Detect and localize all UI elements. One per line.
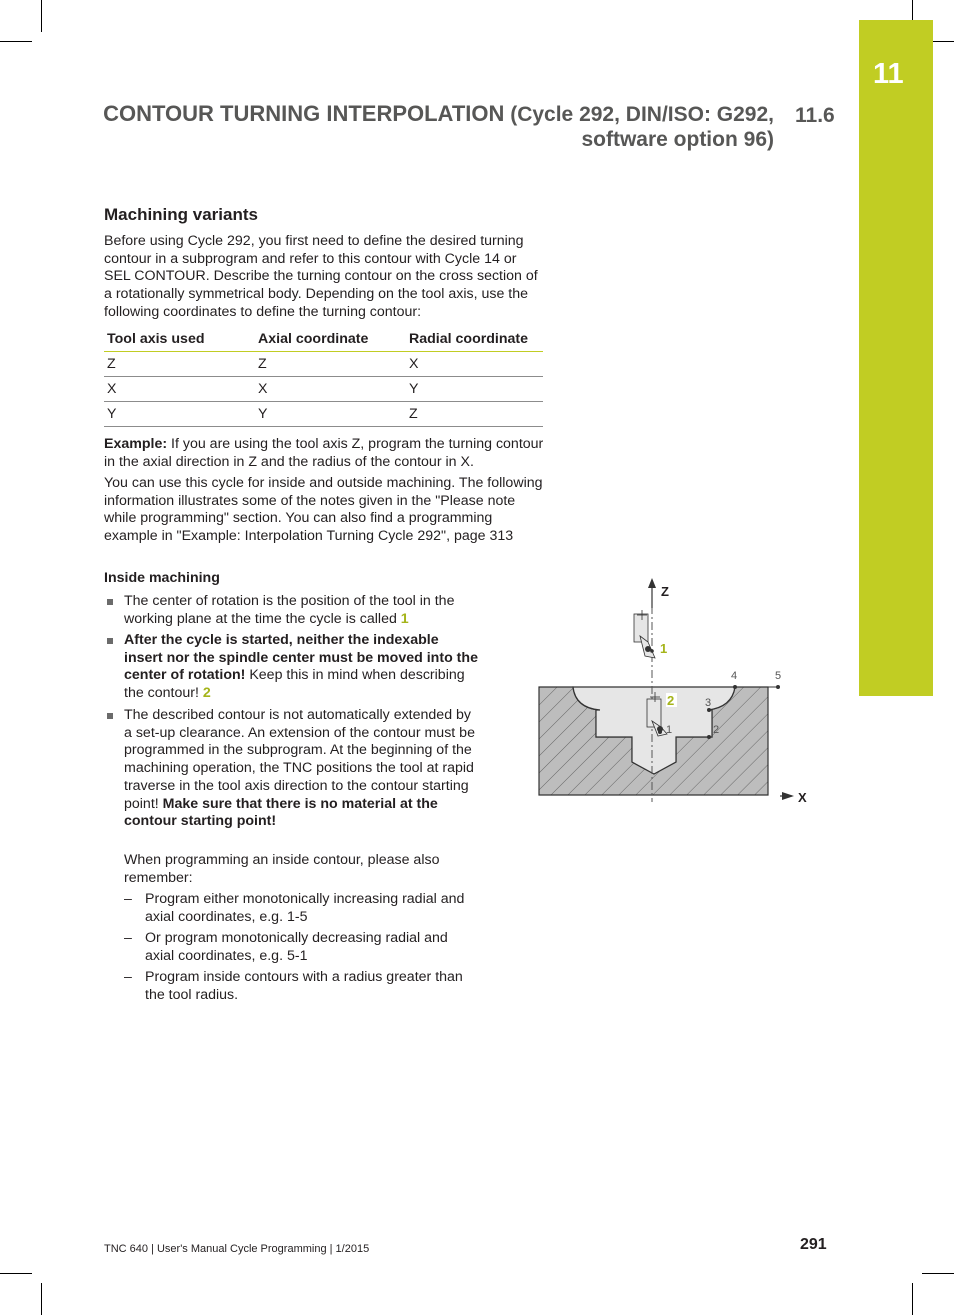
crop-mark xyxy=(41,1283,42,1315)
bullet-text: Keep this in mind when describing the contour! xyxy=(124,667,465,702)
header-title-line2: software option 96) xyxy=(581,128,774,151)
intro-paragraph: Before using Cycle 292, you first need to define the desired turning contour in a subprogram and refer to this contour with Cycle 14 or SEL CONTOUR. Describe the turning contour on the cross section of a rotationally symmetrical body. Depending on the tool axis, use the following coordinates to define the turning contour: xyxy=(104,233,538,320)
crop-mark xyxy=(0,41,32,42)
list-item: Or program monotonically decreasing radial and axial coordinates, e.g. 5-1 xyxy=(145,930,448,964)
z-axis-label: Z xyxy=(661,584,669,599)
bullet-text: The center of rotation is the position of the tool in the working plane at the time the cycle is called xyxy=(124,593,455,627)
info-paragraph: You can use this cycle for inside and outside machining. The following information illustrates some of the notes given in the "Please note while programming" section. You can also find a programming example in "Example: Interpolation Turning Cycle 292", page 313 xyxy=(104,475,543,545)
header-title-main: CONTOUR TURNING INTERPOLATION xyxy=(103,101,505,126)
chapter-tab xyxy=(859,20,933,696)
callout-2: 2 xyxy=(667,693,675,708)
dash-icon: – xyxy=(124,930,132,946)
bullet-icon xyxy=(107,713,113,719)
bullet-text: The described contour is not automatically extended by a set-up clearance. An extension of the contour must be programmed in the subprogram. At the beginning of the machining operation, the TNC positions the tool at rapid traverse in the tool axis direction to the contour starting point! xyxy=(124,707,475,812)
table-header-cell: Radial coordinate xyxy=(406,327,543,352)
reference-marker: 2 xyxy=(202,685,211,702)
bullet-icon xyxy=(107,599,113,605)
inside-machining-heading: Inside machining xyxy=(104,570,220,586)
table-cell: Y xyxy=(255,402,406,427)
inside-machining-diagram xyxy=(530,578,820,814)
point-label-1: 1 xyxy=(666,724,673,736)
list-item: Program inside contours with a radius greater than the tool radius. xyxy=(145,969,463,1003)
contour-point-1 xyxy=(658,730,662,734)
crop-mark xyxy=(41,0,42,32)
list-item: Program either monotonically increasing radial and axial coordinates, e.g. 1-5 xyxy=(145,891,465,925)
coordinate-table xyxy=(104,327,543,427)
section-heading: Machining variants xyxy=(104,205,258,224)
crop-mark xyxy=(912,1283,913,1315)
table-cell: X xyxy=(406,352,543,377)
callout-1: 1 xyxy=(660,641,668,656)
dash-icon: – xyxy=(124,891,132,907)
list-item xyxy=(124,593,479,628)
crop-mark xyxy=(0,1273,32,1274)
reference-marker: 1 xyxy=(400,610,409,627)
table-row xyxy=(104,377,543,402)
list-item xyxy=(124,707,479,831)
table-cell: Y xyxy=(406,377,543,402)
z-axis-arrowhead xyxy=(648,578,656,588)
table-header-row xyxy=(104,327,543,352)
x-axis-arrowhead xyxy=(782,792,794,800)
crop-mark xyxy=(912,0,913,20)
point-label-2: 2 xyxy=(713,724,720,736)
table-cell: Z xyxy=(255,352,406,377)
page-number: 291 xyxy=(800,1236,827,1253)
example-paragraph xyxy=(104,436,544,471)
table-cell: Z xyxy=(104,352,255,377)
table-cell: X xyxy=(255,377,406,402)
table-cell: Z xyxy=(406,402,543,427)
table-row xyxy=(104,352,543,377)
bullet-icon xyxy=(107,638,113,644)
note-paragraph: When programming an inside contour, please also remember: xyxy=(124,852,440,886)
point-label-3: 3 xyxy=(705,697,712,709)
table-row xyxy=(104,402,543,427)
point-label-4: 4 xyxy=(731,670,738,682)
dash-icon: – xyxy=(124,969,132,985)
x-axis-label: X xyxy=(798,790,807,805)
crop-mark xyxy=(933,41,954,42)
bullet-bold-text: After the cycle is started, neither the indexable insert nor the spindle center must be moved into the center of rotation! xyxy=(124,632,478,684)
section-number: 11.6 xyxy=(795,104,835,127)
table-cell: Y xyxy=(104,402,255,427)
chapter-number: 11 xyxy=(873,58,904,90)
list-item xyxy=(124,632,479,703)
footer-text: TNC 640 | User's Manual Cycle Programming | 1/2015 xyxy=(104,1243,370,1255)
header-title-rest: (Cycle 292, DIN/ISO: G292, xyxy=(504,103,774,126)
example-text: If you are using the tool axis Z, program the turning contour in the axial direction in Z and the radius of the contour in X. xyxy=(104,436,544,470)
table-header-cell: Axial coordinate xyxy=(255,327,406,352)
page-header-title xyxy=(103,101,774,152)
contour-point-2 xyxy=(707,735,711,739)
table-header-cell: Tool axis used xyxy=(104,327,255,352)
table-cell: X xyxy=(104,377,255,402)
point-label-5: 5 xyxy=(775,670,782,682)
bullet-bold-text: Make sure that there is no material at the contour starting point! xyxy=(124,795,438,830)
crop-mark xyxy=(922,1273,954,1274)
example-label: Example: xyxy=(104,436,168,452)
